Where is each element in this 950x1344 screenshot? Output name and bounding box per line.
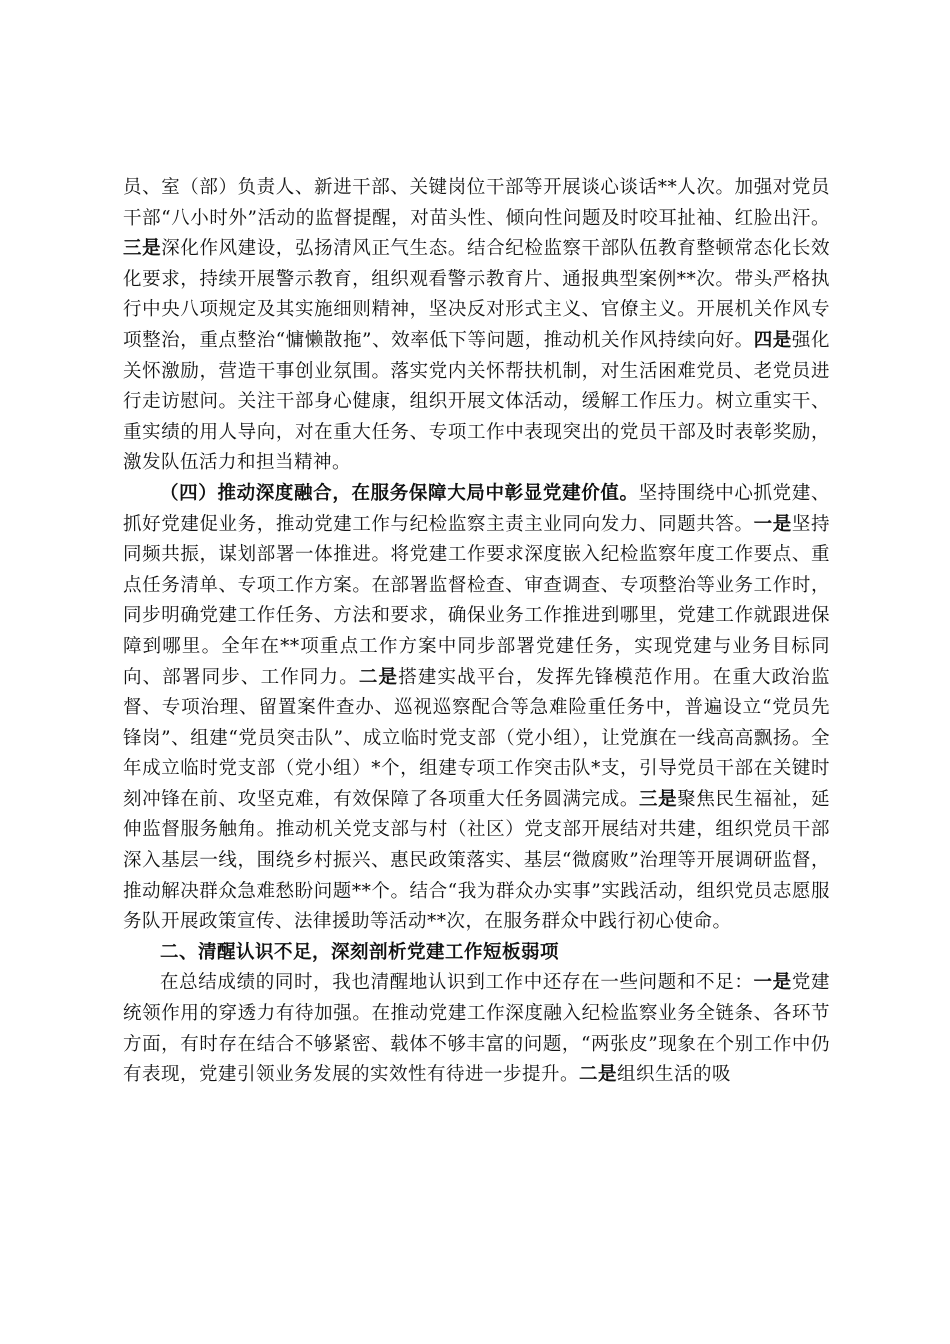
- document-page: [123, 173, 830, 1091]
- text-run: 党建统领作用的穿透力有待加强。在推动党建工作深度融入纪检监察业务全链条、各环节方面，有时存在结合不够紧密、载体不够丰富的问题，“两张皮”现象在个别工作中仍有表现，党建引领业务发展的实效性有待进一步提升。: [123, 972, 830, 1086]
- keyword-second: 二是: [579, 1064, 618, 1086]
- keyword-second: 二是: [358, 666, 399, 688]
- text-run: 聚焦民生福祉，延伸监督服务触角。推动机关党支部与村（社区）党支部开展结对共建，组织党员干部深入基层一线，围绕乡村振兴、惠民政策落实、基层“微腐败”治理等开展调研监督，推动解决群众急难愁盼问题**个。结合“我为群众办实事”实践活动，组织党员志愿服务队开展政策宣传、法律援助等活动**次，在服务群众中践行初心使命。: [123, 788, 830, 933]
- keyword-third: 三是: [638, 788, 678, 810]
- subsection-heading: （四）推动深度融合，在服务保障大局中彰显党建价值。: [160, 482, 639, 504]
- paragraph-shortcomings: [123, 968, 830, 1090]
- paragraph-supervision-style: [123, 173, 830, 479]
- section-heading: 二、清醒认识不足，深刻剖析党建工作短板弱项: [160, 941, 560, 963]
- text-run: 员、室（部）负责人、新进干部、关键岗位干部等开展谈心谈话**人次。加强对党员干部“八小时外”活动的监督提醒，对苗头性、倾向性问题及时咬耳扯袖、红脸出汗。: [123, 177, 830, 229]
- text-run: 在总结成绩的同时，我也清醒地认识到工作中还存在一些问题和不足：: [160, 972, 754, 994]
- text-run: 强化关怀激励，营造干事创业氛围。落实党内关怀帮扶机制，对生活困难党员、老党员进行走访慰问。关注干部身心健康，组织开展文体活动，缓解工作压力。树立重实干、重实绩的用人导向，对在重大任务、专项工作中表现突出的党员干部及时表彰奖励，激发队伍活力和担当精神。: [123, 329, 830, 474]
- text-run: 组织生活的吸: [617, 1064, 732, 1086]
- keyword-fourth: 四是: [753, 329, 792, 351]
- keyword-first: 一是: [753, 972, 792, 994]
- text-run: 搭建实战平台，发挥先锋模范作用。在重大政治监督、专项治理、留置案件查办、巡视巡察配合等急难险重任务中，普遍设立“党员先锋岗”、组建“党员突击队”、成立临时党支部（党小组），让党旗在一线高高飘扬。全年成立临时党支部（党小组）*个，组建专项工作突击队*支，引导党员干部在关键时刻冲锋在前、攻坚克难，有效保障了各项重大任务圆满完成。: [123, 666, 830, 810]
- text-run: 坚持围绕中心抓党建、抓好党建促业务，推动党建工作与纪检监察主责主业同向发力、同题共答。: [123, 482, 830, 535]
- keyword-third: 三是: [123, 238, 162, 260]
- text-run: 深化作风建设，弘扬清风正气生态。结合纪检监察干部队伍教育整顿常态化长效化要求，持续开展警示教育，组织观看警示教育片、通报典型案例**次。带头严格执行中央八项规定及其实施细则精神，坚决反对形式主义、官僚主义。开展机关作风专项整治，重点整治“慵懒散拖”、效率低下等问题，推动机关作风持续向好。: [123, 238, 830, 351]
- keyword-first: 一是: [753, 513, 792, 535]
- text-run: 坚持同频共振，谋划部署一体推进。将党建工作要求深度嵌入纪检监察年度工作要点、重点任务清单、专项工作方案。在部署监督检查、审查调查、专项整治等业务工作时，同步明确党建工作任务、方法和要求，确保业务工作推进到哪里，党建工作就跟进保障到哪里。全年在**项重点工作方案中同步部署党建任务，实现党建与业务目标同向、部署同步、工作同力。: [123, 513, 830, 688]
- paragraph-deep-integration: [123, 479, 830, 938]
